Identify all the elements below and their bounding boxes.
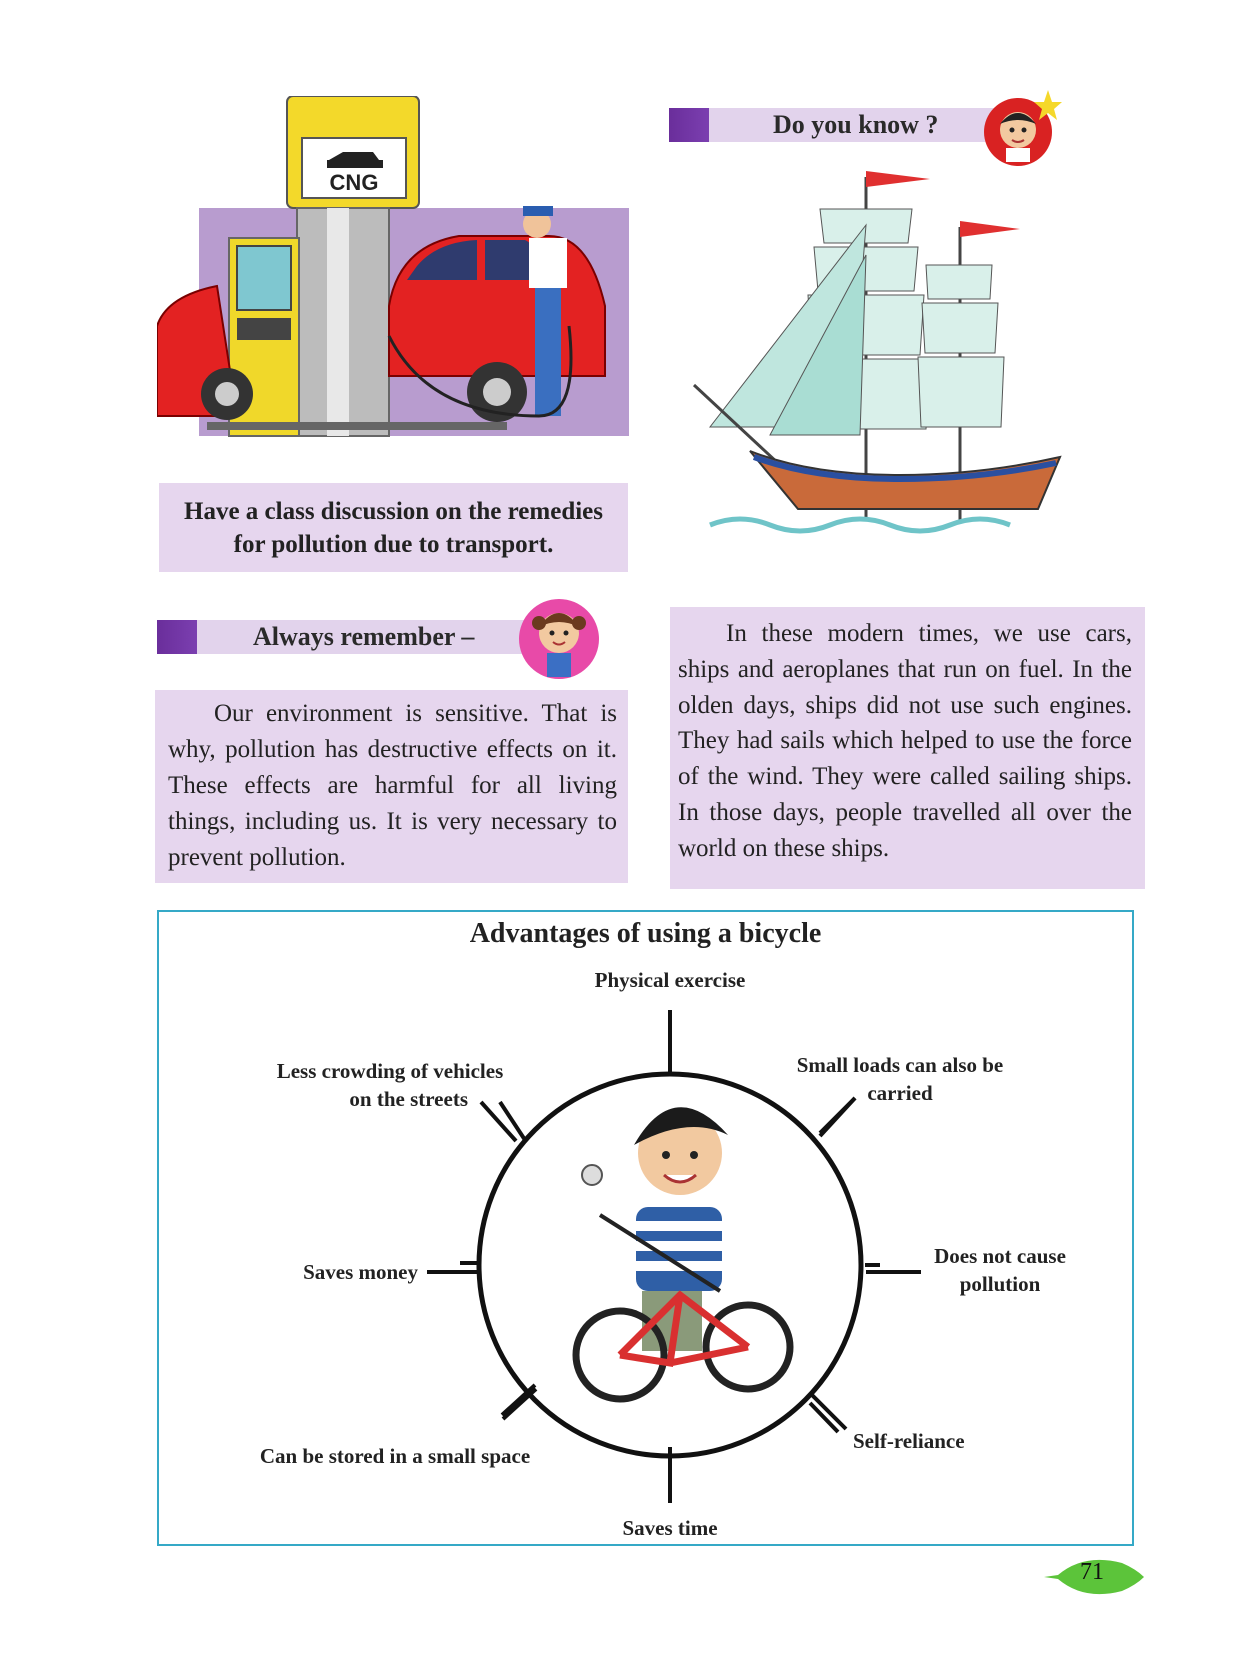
advantage-small-space: Can be stored in a small space — [259, 1444, 531, 1468]
do-you-know-text: In these modern times, we use cars, ships and aeroplanes that run on fuel. In the olden days, ships did not use such engines. They had sails which helped to use the force of the wind. They were called sailing ships. In those days, people travelled all over the world on these ships. — [678, 620, 1132, 862]
advantage-less-crowding-line1: Less crowding of vehicles — [276, 1059, 504, 1083]
boy-on-bicycle-illustration — [570, 1095, 800, 1425]
always-remember-title: Always remember – — [253, 622, 475, 651]
page-number: 71 — [1080, 1559, 1104, 1585]
advantage-physical-exercise: Physical exercise — [594, 968, 746, 992]
do-you-know-title: Do you know ? — [773, 110, 939, 139]
advantage-no-pollution-line2: pollution — [959, 1272, 1041, 1296]
advantage-saves-money: Saves money — [303, 1260, 418, 1284]
advantage-saves-time: Saves time — [622, 1516, 718, 1540]
advantage-small-loads-line2: carried — [867, 1081, 933, 1105]
discussion-text: Have a class discussion on the remedies for pollution due to transport. — [184, 497, 603, 558]
advantage-small-loads-line1: Small loads can also be — [796, 1053, 1004, 1077]
always-remember-text: Our environment is sensitive. That is why, pollution has destructive effects on it. These effects are harmful for all living things, including us. It is very necessary to prevent pollution. — [168, 700, 617, 871]
advantage-self-reliance: Self-reliance — [853, 1429, 965, 1453]
bicycle-panel-title: Advantages of using a bicycle — [469, 918, 822, 949]
advantage-no-pollution-line1: Does not cause — [934, 1244, 1066, 1268]
advantage-less-crowding-line2 — [250, 1085, 530, 1113]
advantage-less-crowding-line2-text: on the streets — [349, 1087, 468, 1111]
cng-sign-text: CNG — [329, 170, 379, 195]
